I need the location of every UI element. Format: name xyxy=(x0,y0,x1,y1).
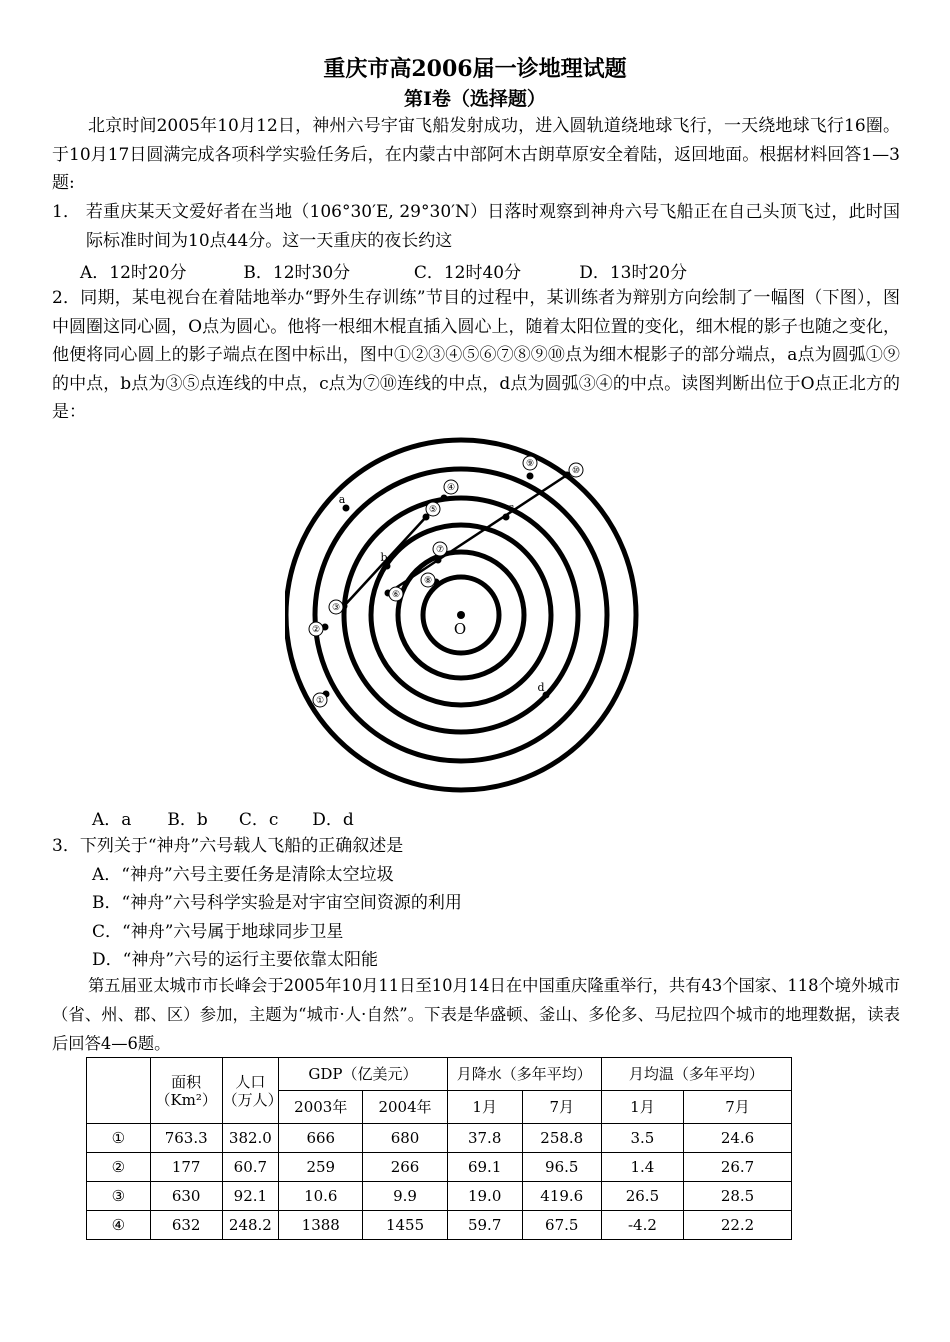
cell-temp-jan: 3.5 xyxy=(601,1124,683,1153)
point-label-3: ③ xyxy=(331,603,341,613)
point-label-1: ① xyxy=(315,696,325,706)
cell-temp-jan: 26.5 xyxy=(601,1182,683,1211)
point-label-8: ⑧ xyxy=(423,576,433,586)
cell-rain-jul: 96.5 xyxy=(522,1153,601,1182)
cell-temp-jul: 24.6 xyxy=(684,1124,792,1153)
letter-label-a: a xyxy=(338,493,346,506)
letter-label-c: c xyxy=(507,501,515,514)
q1-option-b: B．12时30分 xyxy=(243,263,351,283)
q1-option-a: A．12时20分 xyxy=(80,263,187,283)
cell-rain-jul: 67.5 xyxy=(522,1211,601,1240)
cell-rain-jan: 19.0 xyxy=(447,1182,522,1211)
header-temp-jul: 7月 xyxy=(684,1091,792,1124)
cell-rain-jan: 37.8 xyxy=(447,1124,522,1153)
q1-option-c: C．12时40分 xyxy=(413,263,522,283)
cell-area: 177 xyxy=(150,1153,222,1182)
point-label-9: ⑨ xyxy=(525,459,535,469)
exam-title: 重庆市高2006届一诊地理试题 xyxy=(323,56,627,82)
header-population: 人口（万人） xyxy=(222,1058,279,1124)
cell-temp-jul: 26.7 xyxy=(684,1153,792,1182)
point-4 xyxy=(441,495,448,502)
table-row xyxy=(87,1124,792,1153)
cell-gdp-2004: 1455 xyxy=(363,1211,447,1240)
header-temperature: 月均温（多年平均） xyxy=(601,1058,791,1091)
question-3-stem: 3．下列关于“神舟”六号载人飞船的正确叙述是 xyxy=(52,836,404,856)
cell-gdp-2004: 680 xyxy=(363,1124,447,1153)
q2-option-c: C．c xyxy=(238,810,279,830)
header-rain-jan: 1月 xyxy=(447,1091,522,1124)
cell-rain-jul: 258.8 xyxy=(522,1124,601,1153)
cell-rain-jan: 69.1 xyxy=(447,1153,522,1182)
cell-population: 382.0 xyxy=(222,1124,279,1153)
question-1-options xyxy=(80,258,687,283)
header-2003: 2003年 xyxy=(279,1091,363,1124)
header-gdp: GDP（亿美元） xyxy=(279,1058,448,1091)
intro-passage-1 xyxy=(52,112,900,198)
cell-area: 630 xyxy=(150,1182,222,1211)
cell-gdp-2003: 259 xyxy=(279,1153,363,1182)
row-id: ② xyxy=(87,1153,151,1182)
cell-population: 248.2 xyxy=(222,1211,279,1240)
intro-text-1: 北京时间2005年10月12日，神州六号宇宙飞船发射成功，进入圆轨道绕地球飞行，一天绕地球飞行16圈。于10月17日圆满完成各项科学实验任务后，在内蒙古中部阿木古朗草原安全着陆，返回地面。根据材料回答1—3题: xyxy=(52,116,900,193)
intro-text-2: 第五届亚太城市市长峰会于2005年10月11日至10月14日在中国重庆隆重举行，共有43个国家、118个境外城市（省、州、郡、区）参加，主题为“城市·人·自然”。下表是华盛顿、釜山、多伦多、马尼拉四个城市的地理数据，读表后回答4—6题。 xyxy=(52,976,900,1053)
question-2-options xyxy=(92,805,354,830)
cell-temp-jul: 28.5 xyxy=(684,1182,792,1211)
point-9 xyxy=(527,473,534,480)
table-row xyxy=(87,1211,792,1240)
cell-rain-jul: 419.6 xyxy=(522,1182,601,1211)
cell-rain-jan: 59.7 xyxy=(447,1211,522,1240)
point-label-4: ④ xyxy=(446,483,456,493)
header-area: 面积（Km²） xyxy=(150,1058,222,1124)
cell-area: 763.3 xyxy=(150,1124,222,1153)
city-data-table xyxy=(86,1057,792,1240)
q3-option-b: B．“神舟”六号科学实验是对宇宙空间资源的利用 xyxy=(92,893,462,913)
cell-gdp-2003: 1388 xyxy=(279,1211,363,1240)
cell-gdp-2004: 266 xyxy=(363,1153,447,1182)
row-id: ③ xyxy=(87,1182,151,1211)
cell-temp-jan: 1.4 xyxy=(601,1153,683,1182)
row-id: ① xyxy=(87,1124,151,1153)
header-temp-jan: 1月 xyxy=(601,1091,683,1124)
intro-passage-2 xyxy=(52,971,900,1058)
letter-label-d: d xyxy=(537,681,545,694)
section-title: 第Ⅰ卷（选择题） xyxy=(404,88,546,110)
center-label-o: O xyxy=(453,620,467,638)
q1-option-d: D．13时20分 xyxy=(579,263,688,283)
point-label-2: ② xyxy=(311,625,321,635)
cell-gdp-2003: 10.6 xyxy=(279,1182,363,1211)
center-point xyxy=(457,611,465,619)
q2-option-b: B．b xyxy=(167,810,208,830)
table-row xyxy=(87,1153,792,1182)
question-3 xyxy=(52,832,900,975)
q3-option-c: C．“神舟”六号属于地球同步卫星 xyxy=(92,921,344,942)
cell-gdp-2003: 666 xyxy=(279,1124,363,1153)
letter-label-b: b xyxy=(380,551,388,564)
header-rain-jul: 7月 xyxy=(522,1091,601,1124)
cell-gdp-2004: 9.9 xyxy=(363,1182,447,1211)
question-1-stem: 1． 若重庆某天文爱好者在当地（106°30′E, 29°30′N）日落时观察到神舟六号飞船正在自己头顶飞过，此时国际标准时间为10点44分。这一天重庆的夜长约这 xyxy=(52,202,900,251)
header-blank xyxy=(87,1058,151,1124)
question-1 xyxy=(52,198,900,255)
q3-option-a: A．“神舟”六号主要任务是清除太空垃圾 xyxy=(92,864,394,885)
point-7 xyxy=(435,557,442,564)
concentric-circle-diagram xyxy=(285,432,645,802)
cell-area: 632 xyxy=(150,1211,222,1240)
cell-population: 92.1 xyxy=(222,1182,279,1211)
table-row xyxy=(87,1182,792,1211)
header-rainfall: 月降水（多年平均） xyxy=(447,1058,601,1091)
q3-option-d: D．“神舟”六号的运行主要依靠太阳能 xyxy=(92,950,379,970)
point-label-7: ⑦ xyxy=(435,545,445,555)
row-id: ④ xyxy=(87,1211,151,1240)
point-label-6: ⑥ xyxy=(391,590,401,600)
q2-option-a: A．a xyxy=(92,810,132,830)
table-header-row-1 xyxy=(87,1058,792,1091)
point-c xyxy=(503,514,510,521)
question-2-stem: 2．同期，某电视台在着陆地举办“野外生存训练”节目的过程中，某训练者为辩别方向绘制了一幅图（下图），图中圆圈这同心圆，O点为圆心。他将一根细木棍直插入圆心上，随着太阳位置的变化，细木棍的影子也随之变化，他便将同心圆上的影子端点在图中标出，图中①②③④⑤⑥⑦⑧⑨⑩点为细木棍影子的部分端点，a点为圆弧①⑨的中点，b点为③⑤点连线的中点，c点为⑦⑩连线的中点，d点为圆弧③④的中点。读图判断出位于O点正北方的是： xyxy=(52,288,900,422)
cell-temp-jul: 22.2 xyxy=(684,1211,792,1240)
question-2 xyxy=(52,284,900,427)
point-label-5: ⑤ xyxy=(428,505,438,515)
header-2004: 2004年 xyxy=(363,1091,447,1124)
cell-temp-jan: -4.2 xyxy=(601,1211,683,1240)
q2-option-d: D．d xyxy=(312,810,354,830)
point-label-10: ⑩ xyxy=(571,466,581,476)
cell-population: 60.7 xyxy=(222,1153,279,1182)
